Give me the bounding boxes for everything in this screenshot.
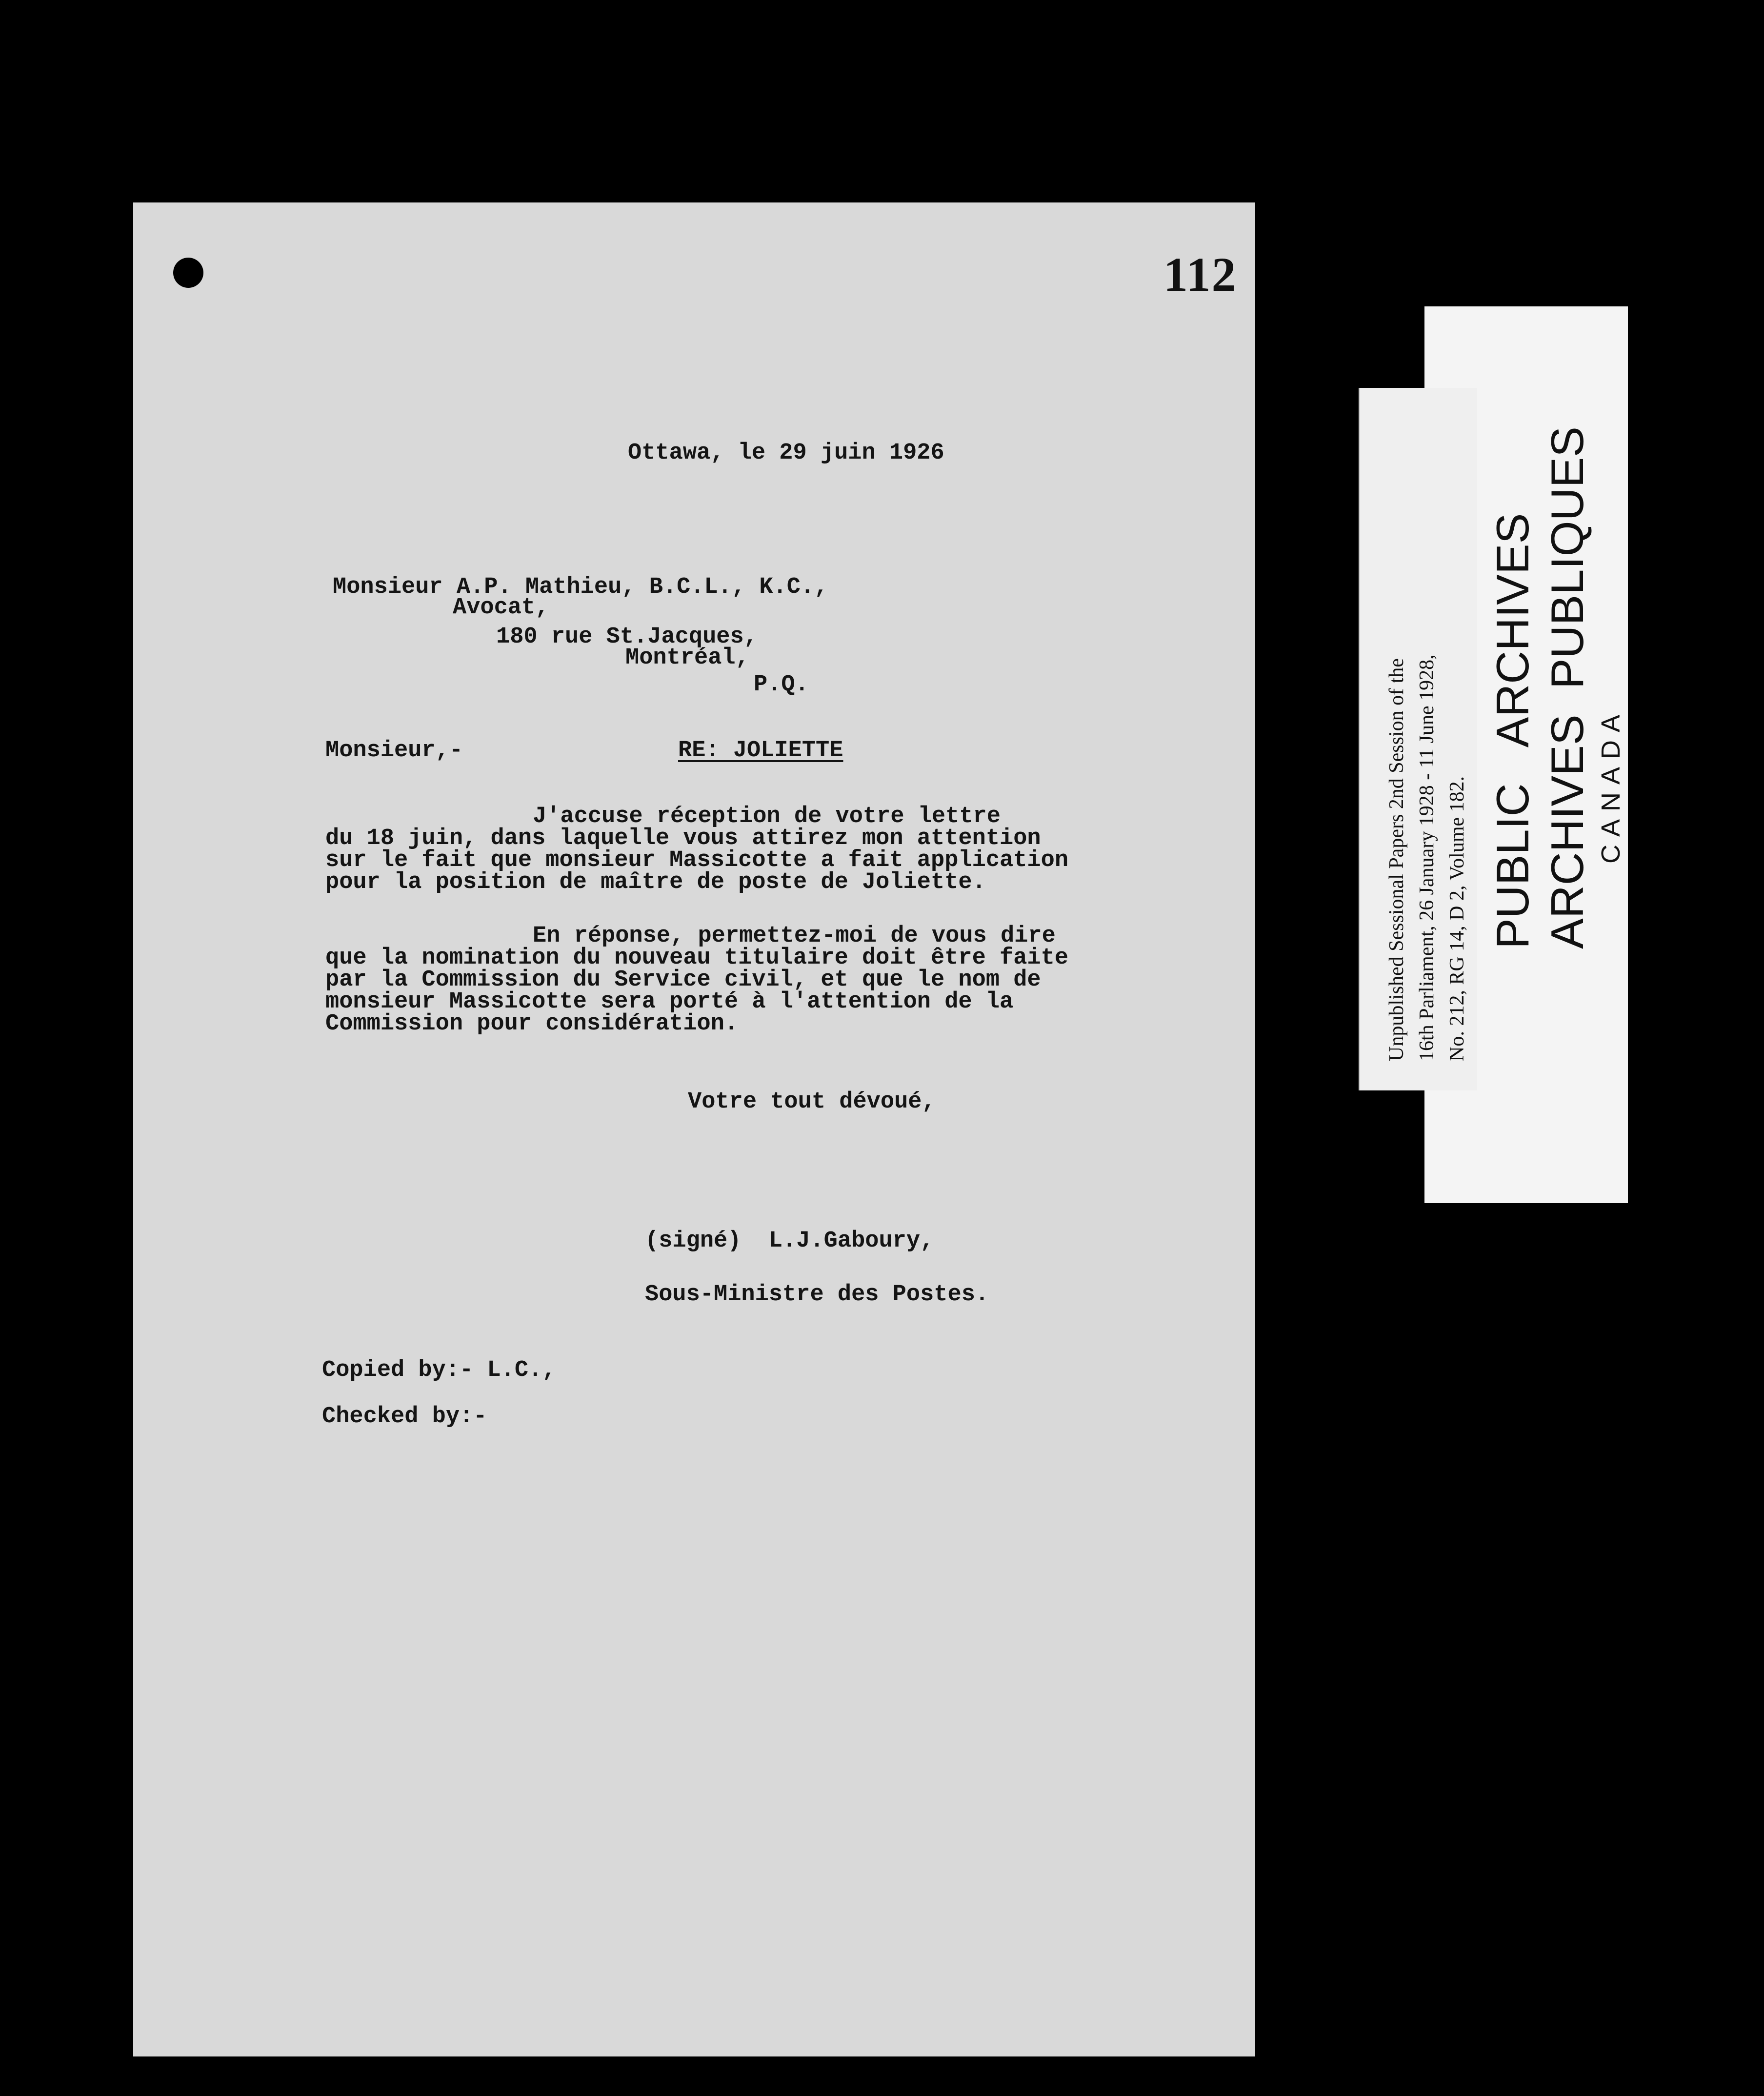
paragraph1-line-4: pour la position de maître de poste de Joliette. xyxy=(325,869,986,895)
subject-line: RE: JOLIETTE xyxy=(678,738,843,764)
punch-hole xyxy=(173,258,203,288)
address-line-2: Avocat, xyxy=(453,595,549,621)
archives-line-3: CANADA xyxy=(1596,706,1625,864)
letter-page xyxy=(133,202,1255,2056)
paragraph2-line-4: monsieur Massicotte sera porté à l'attention de la xyxy=(325,989,1014,1015)
closing: Votre tout dévoué, xyxy=(688,1089,936,1115)
copied-by: Copied by:- L.C., xyxy=(322,1357,556,1383)
citation-line-3: No. 212, RG 14, D 2, Volume 182. xyxy=(1446,776,1468,1061)
paragraph2-line-2: que la nomination du nouveau titulaire doit être faite xyxy=(325,945,1069,971)
paragraph1-line-3: sur le fait que monsieur Massicotte a fait application xyxy=(325,847,1069,873)
address-line-5: P.Q. xyxy=(754,672,809,698)
paragraph2-line-5: Commission pour considération. xyxy=(325,1011,739,1037)
address-line-4: Montréal, xyxy=(625,645,749,671)
address-line-3: 180 rue St.Jacques, xyxy=(496,624,758,650)
archives-line-2: ARCHIVES PUBLIQUES xyxy=(1542,426,1593,949)
checked-by: Checked by:- xyxy=(322,1404,487,1430)
salutation: Monsieur,- xyxy=(325,738,463,764)
paragraph1-line-1: J'accuse réception de votre lettre xyxy=(533,804,1001,829)
citation-block xyxy=(1382,654,1472,1061)
paragraph2-line-3: par la Commission du Service civil, et que le nom de xyxy=(325,967,1041,993)
archives-logo-text xyxy=(1485,426,1627,949)
paragraph1-line-2: du 18 juin, dans laquelle vous attirez mon attention xyxy=(325,826,1041,851)
date-line: Ottawa, le 29 juin 1926 xyxy=(628,440,944,466)
citation-line-1: Unpublished Sessional Papers 2nd Session of the xyxy=(1385,658,1408,1061)
archives-line-1: PUBLIC ARCHIVES xyxy=(1487,513,1538,949)
signature: (signé) L.J.Gaboury, xyxy=(645,1228,934,1254)
address-line-1: Monsieur A.P. Mathieu, B.C.L., K.C., xyxy=(333,574,828,600)
citation-line-2: 16th Parliament, 26 January 1928 - 11 June 1928, xyxy=(1416,654,1438,1061)
page-number: 112 xyxy=(1163,247,1237,302)
paragraph2-line-1: En réponse, permettez-moi de vous dire xyxy=(533,923,1056,949)
signer-title: Sous-Ministre des Postes. xyxy=(645,1282,989,1308)
